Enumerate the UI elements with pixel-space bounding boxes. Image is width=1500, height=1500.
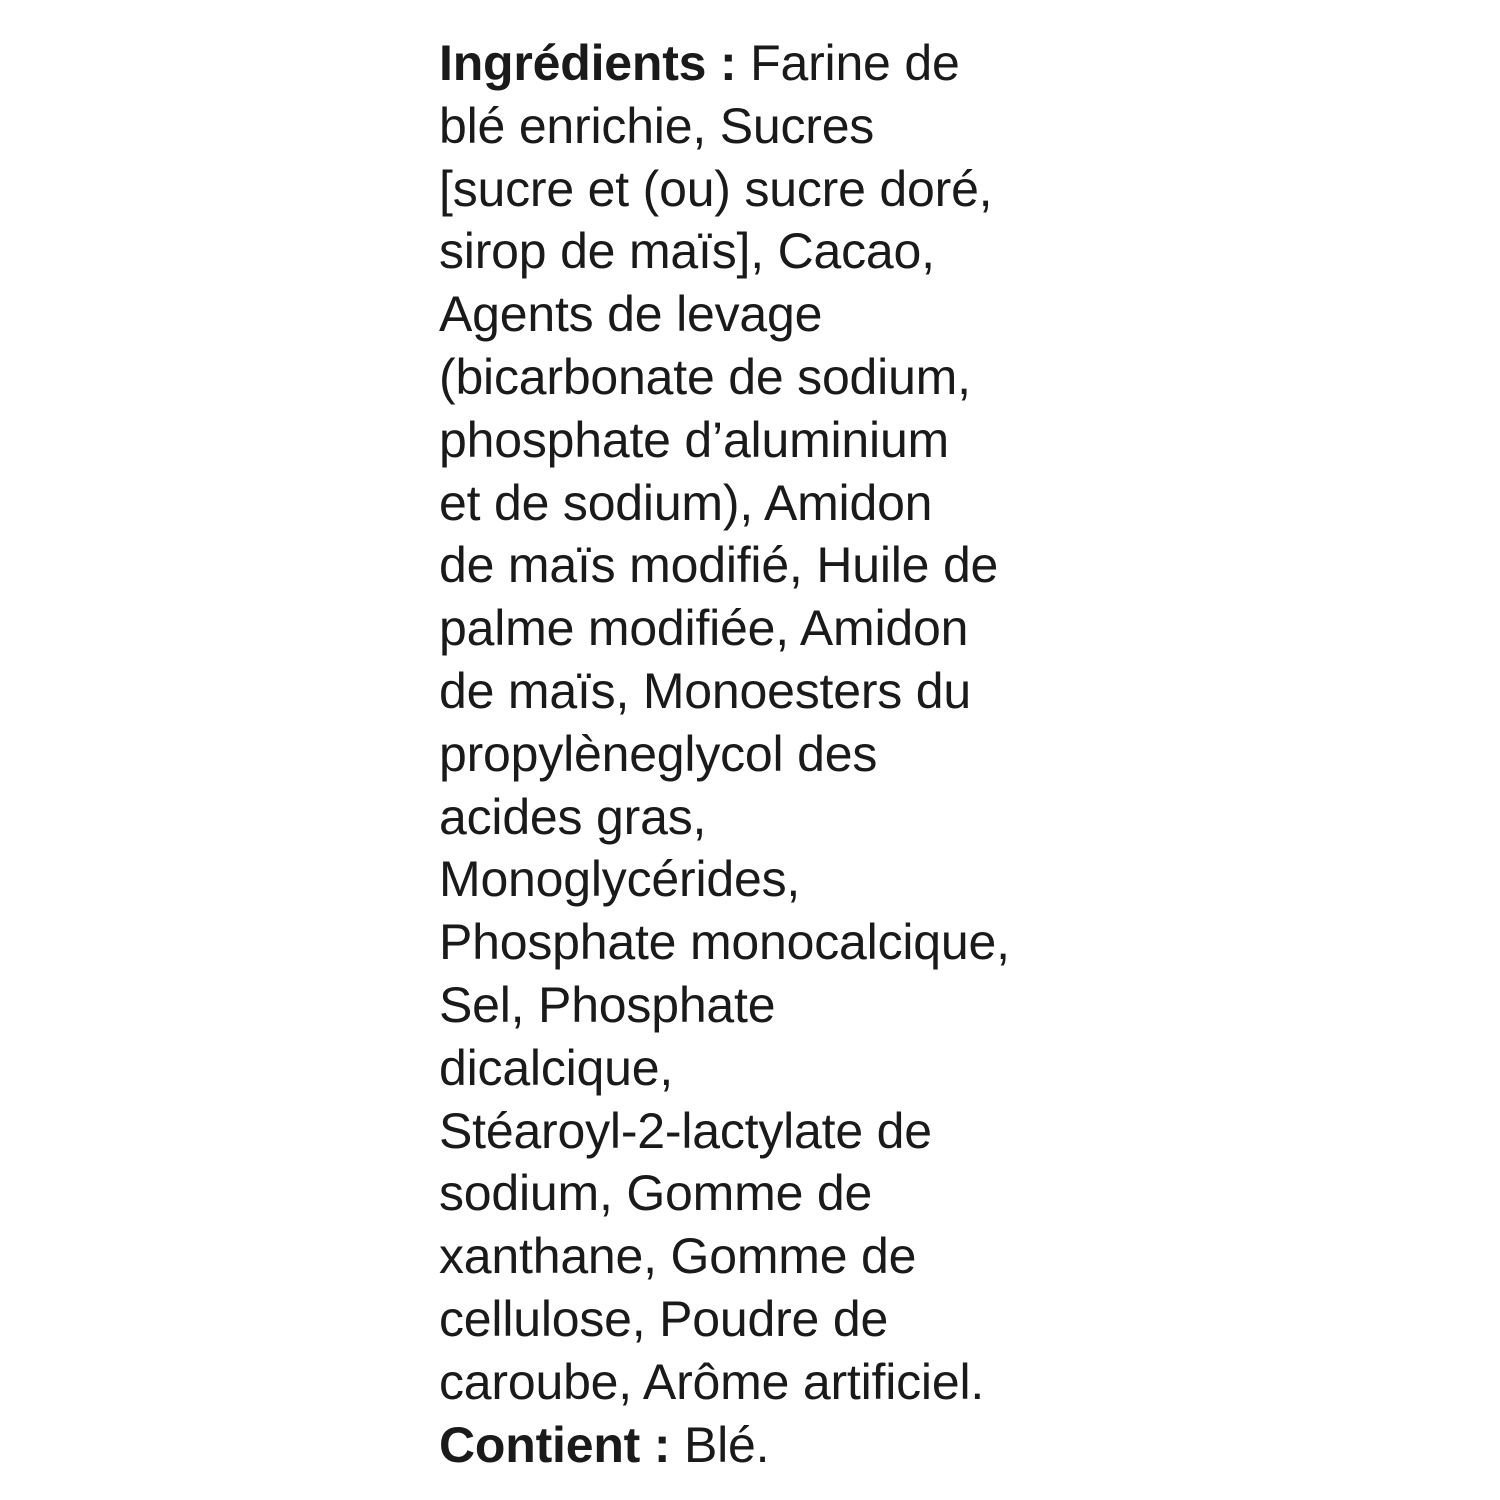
ingredients-line: [sucre et (ou) sucre doré, — [439, 160, 993, 217]
ingredients-line: dicalcique, — [439, 1039, 674, 1096]
contains-heading: Contient : — [439, 1416, 671, 1473]
ingredients-line: Monoglycérides, — [439, 851, 801, 908]
ingredients-line: cellulose, Poudre de — [439, 1290, 889, 1347]
ingredients-label — [439, 32, 1079, 1476]
ingredients-line: Sel, Phosphate — [439, 976, 776, 1033]
ingredients-line: xanthane, Gomme de — [439, 1228, 917, 1285]
ingredients-text: Farine de — [736, 35, 960, 91]
contains-line — [439, 1414, 1079, 1477]
ingredients-line: propylèneglycol des — [439, 725, 878, 782]
ingredients-line: de maïs modifié, Huile de — [439, 537, 999, 594]
ingredients-line: de maïs, Monoesters du — [439, 662, 971, 719]
ingredients-line: palme modifiée, Amidon — [439, 600, 969, 657]
ingredients-line: et de sodium), Amidon — [439, 474, 933, 531]
ingredients-line: acides gras, — [439, 788, 707, 845]
ingredients-line: Stéaroyl-2-lactylate de — [439, 1102, 932, 1159]
ingredients-line: phosphate d’aluminium — [439, 411, 950, 468]
ingredients-line: Phosphate monocalcique, — [439, 914, 1010, 971]
ingredients-line: Agents de levage — [439, 286, 823, 343]
ingredients-line: sodium, Gomme de — [439, 1165, 873, 1222]
contains-text: Blé. — [670, 1416, 770, 1473]
ingredients-line-1 — [439, 32, 1079, 95]
ingredients-line: caroube, Arôme artificiel. — [439, 1353, 985, 1410]
ingredients-line: sirop de maïs], Cacao, — [439, 223, 935, 280]
ingredients-line: blé enrichie, Sucres — [439, 97, 875, 154]
ingredients-heading: Ingrédients : — [439, 35, 737, 91]
ingredients-line: (bicarbonate de sodium, — [439, 348, 971, 405]
